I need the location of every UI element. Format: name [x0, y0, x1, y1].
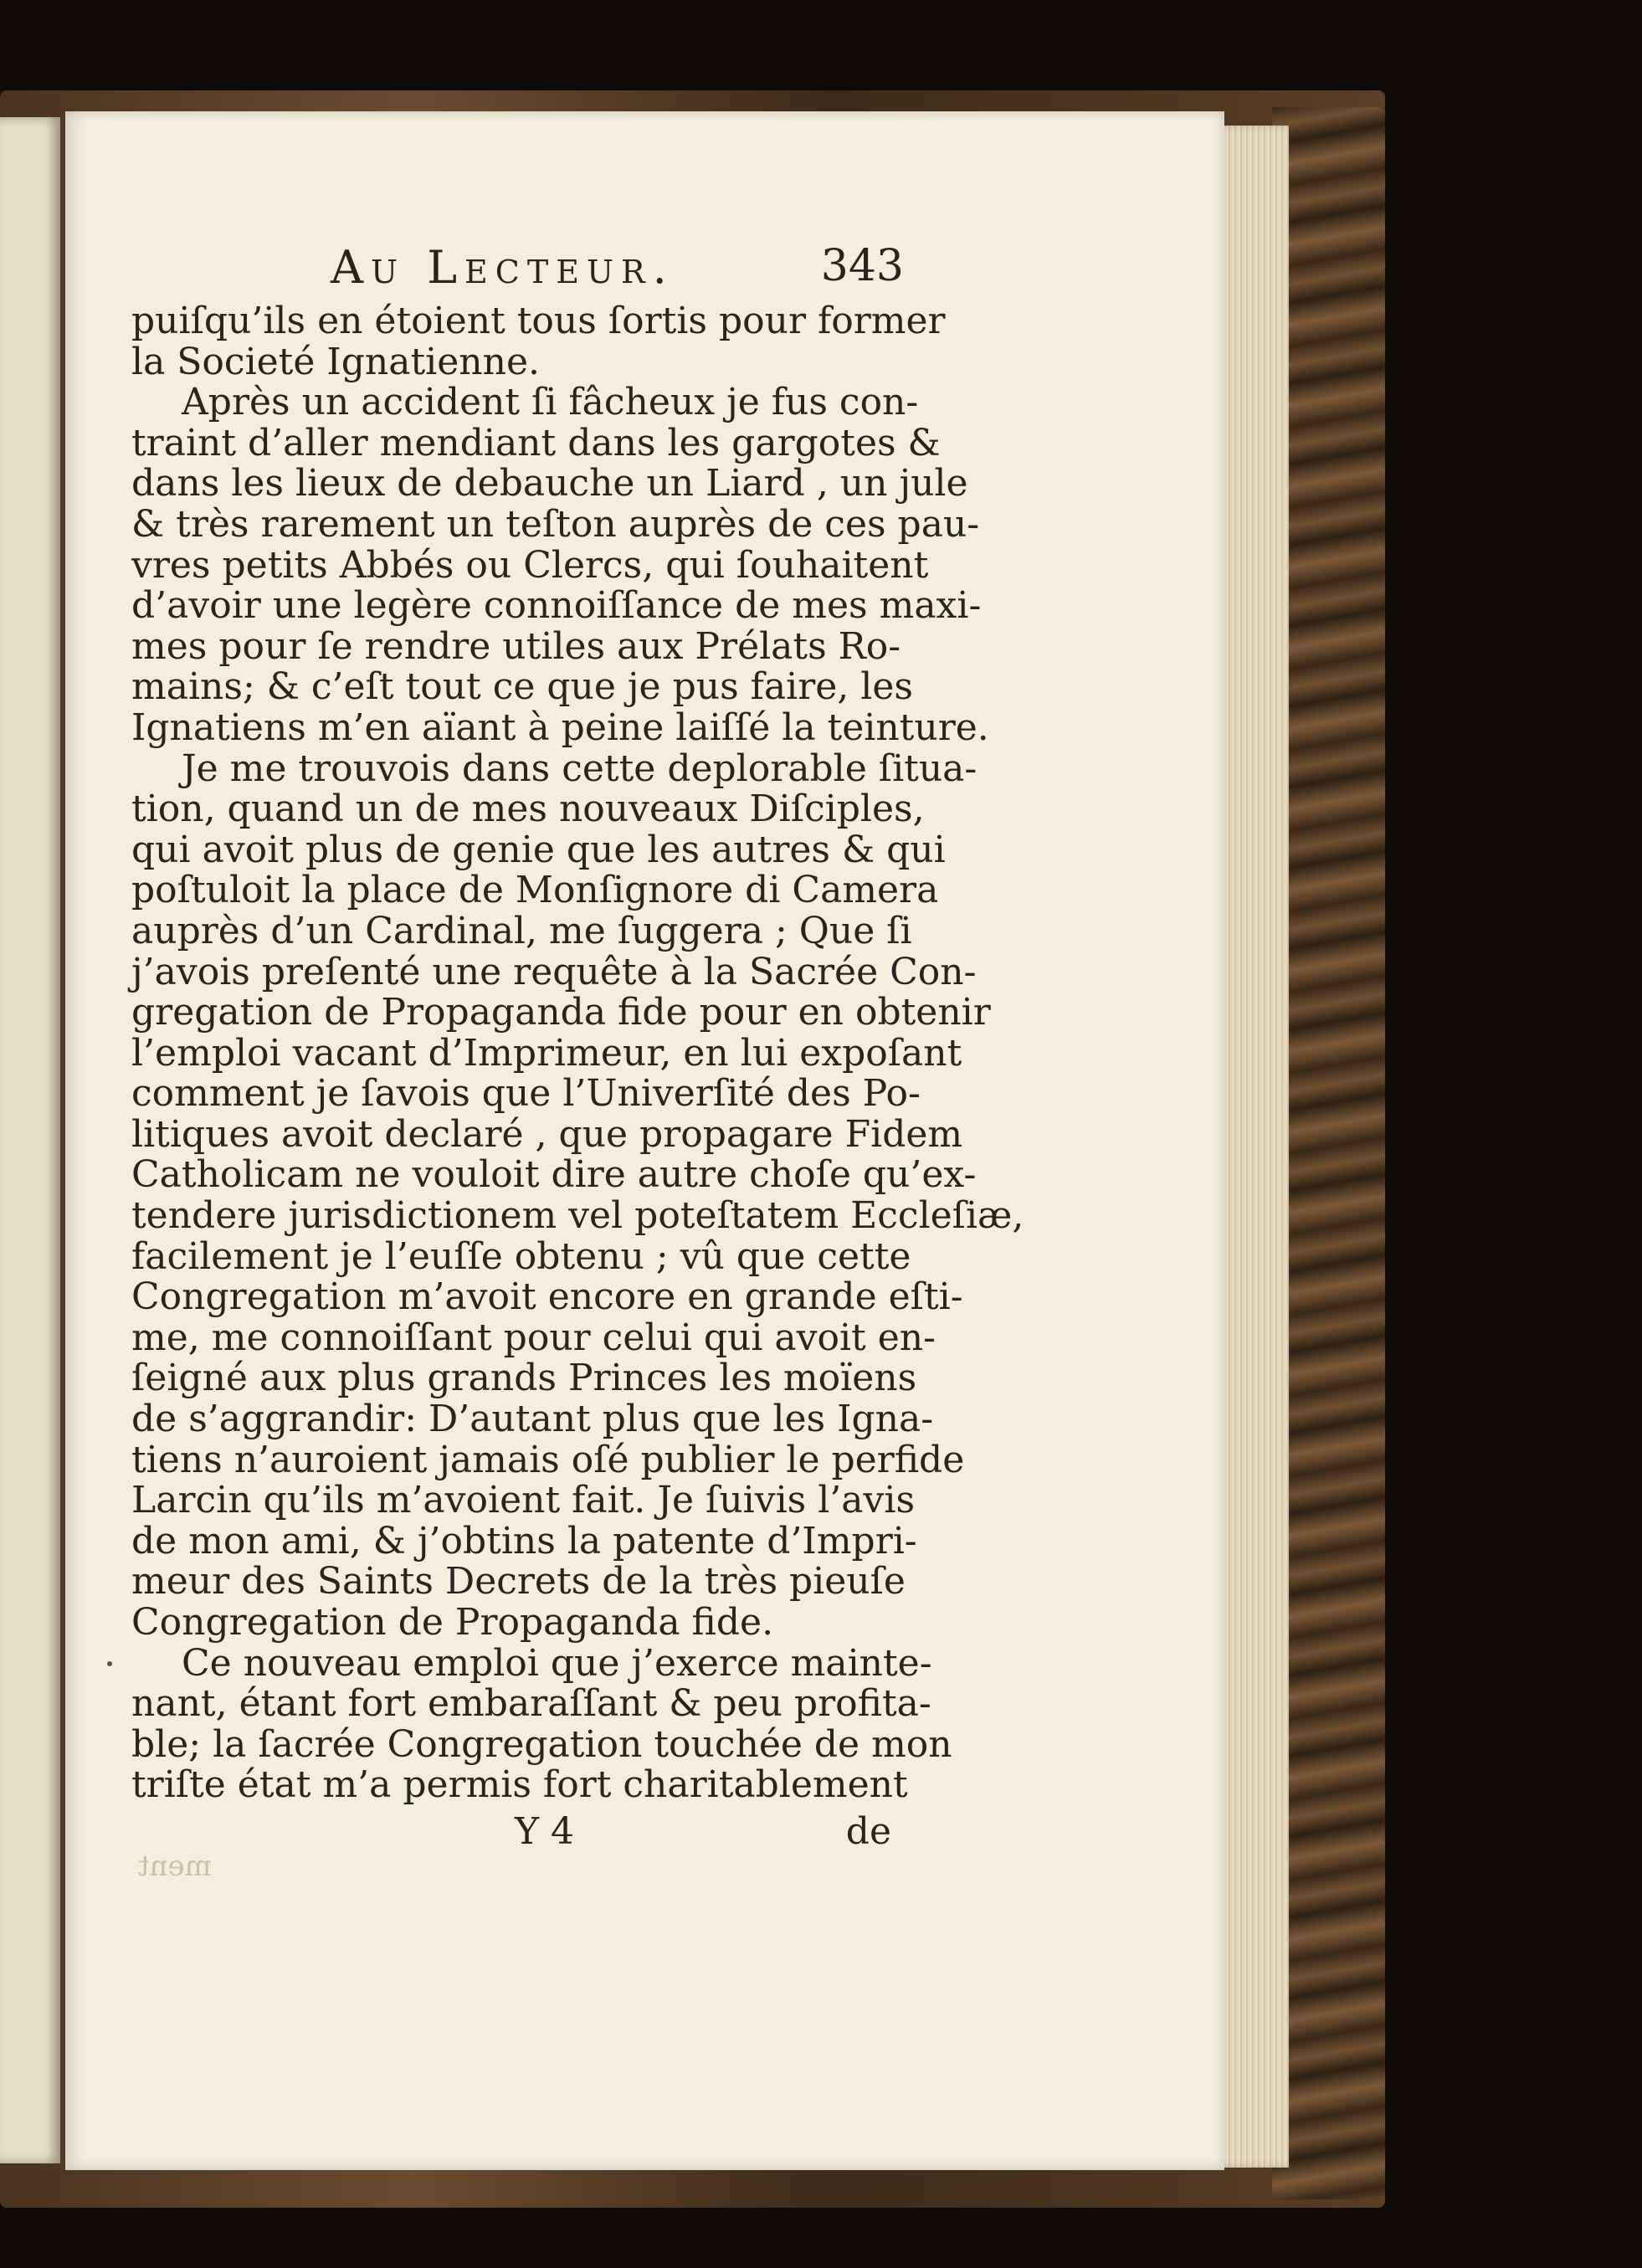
text-line: tiens n’auroient jamais oſé publier le perfide — [131, 1438, 965, 1481]
text-line: Je me trouvois dans cette deplorable ſitua- — [182, 747, 978, 790]
text-line: la Societé Ignatienne. — [131, 340, 540, 383]
text-line: Catholicam ne vouloit dire autre choſe qu’ex- — [131, 1153, 977, 1197]
text-line: auprès d’un Cardinal, me ſuggera ; Que ſi — [131, 909, 912, 952]
text-line: me, me connoiſſant pour celui qui avoit en- — [131, 1316, 936, 1359]
text-line: dans les lieux de debauche un Liard , un jule — [131, 462, 968, 505]
text-line: mains; & c’eſt tout ce que je pus faire, les — [131, 665, 913, 709]
text-line: poſtuloit la place de Monſignore di Camera — [131, 869, 939, 912]
text-line: Ignatiens m’en aïant à peine laiſſé la teinture. — [131, 706, 989, 749]
text-line: facilement je l’euſſe obtenu ; vû que cette — [131, 1234, 911, 1278]
facing-page-edge — [0, 117, 60, 2163]
signature-mark: Y 4 — [515, 1810, 575, 1853]
marginal-dot — [107, 1661, 112, 1666]
show-through-text: ment — [138, 1850, 212, 1883]
text-line: ble; la ſacrée Congregation touchée de mon — [131, 1722, 952, 1766]
text-line: traint d’aller mendiant dans les gargotes & — [131, 421, 941, 464]
catchword: de — [845, 1810, 891, 1853]
text-line: puiſqu’ils en étoient tous ſortis pour former — [131, 300, 946, 342]
text-line: de mon ami, & j’obtins la patente d’Impri- — [131, 1519, 917, 1562]
text-line: & très rarement un teſton auprès de ces pau- — [131, 502, 980, 546]
page-block-edges — [1214, 126, 1289, 2168]
page-header — [331, 241, 904, 300]
text-line: d’avoir une legère connoiſſance de mes maxi- — [131, 584, 982, 628]
text-line: triſte état m’a permis fort charitablement — [131, 1763, 908, 1807]
text-line: gregation de Propaganda fide pour en obtenir — [131, 991, 991, 1034]
text-line: de s’aggrandir: D’autant plus que les Igna- — [131, 1398, 934, 1441]
text-line: ſeigné aux plus grands Princes les moïens — [131, 1357, 917, 1400]
text-line: Congregation m’avoit encore en grande eſti- — [131, 1275, 963, 1319]
text-line: comment je ſavois que l’Univerſité des Po- — [131, 1072, 921, 1116]
text-line: Larcin qu’ils m’avoient fait. Je ſuivis l’avis — [131, 1479, 916, 1522]
text-line: Ce nouveau emploi que j’exerce mainte- — [182, 1641, 932, 1685]
text-line: tion, quand un de mes nouveaux Diſciples, — [131, 788, 925, 831]
body-text — [131, 300, 1024, 1807]
text-line: nant, étant fort embaraſſant & peu profita- — [131, 1682, 931, 1726]
text-line: vres petits Abbés ou Clercs, qui ſouhaitent — [131, 543, 929, 587]
page-footer — [515, 1810, 891, 1860]
text-line: qui avoit plus de genie que les autres & qui — [131, 828, 946, 871]
text-line: litiques avoit declaré , que propagare Fidem — [131, 1112, 963, 1156]
page-number: 343 — [820, 241, 904, 291]
marbled-cover-edge — [1272, 107, 1385, 2199]
text-line: Après un accident ſi fâcheux je fus con- — [182, 381, 919, 424]
text-line: l’emploi vacant d’Imprimeur, en lui expoſant — [131, 1031, 962, 1075]
text-line: Congregation de Propaganda fide. — [131, 1601, 774, 1644]
text-line: j’avois preſenté une requête à la Sacrée Con- — [131, 950, 977, 993]
text-line: tendere jurisdictionem vel poteſtatem Eccleſiæ, — [131, 1194, 1024, 1238]
text-line: meur des Saints Decrets de la très pieuſe — [131, 1560, 906, 1604]
running-title: Au Lecteur. — [331, 241, 675, 294]
text-line: mes pour ſe rendre utiles aux Prélats Ro- — [131, 624, 901, 668]
